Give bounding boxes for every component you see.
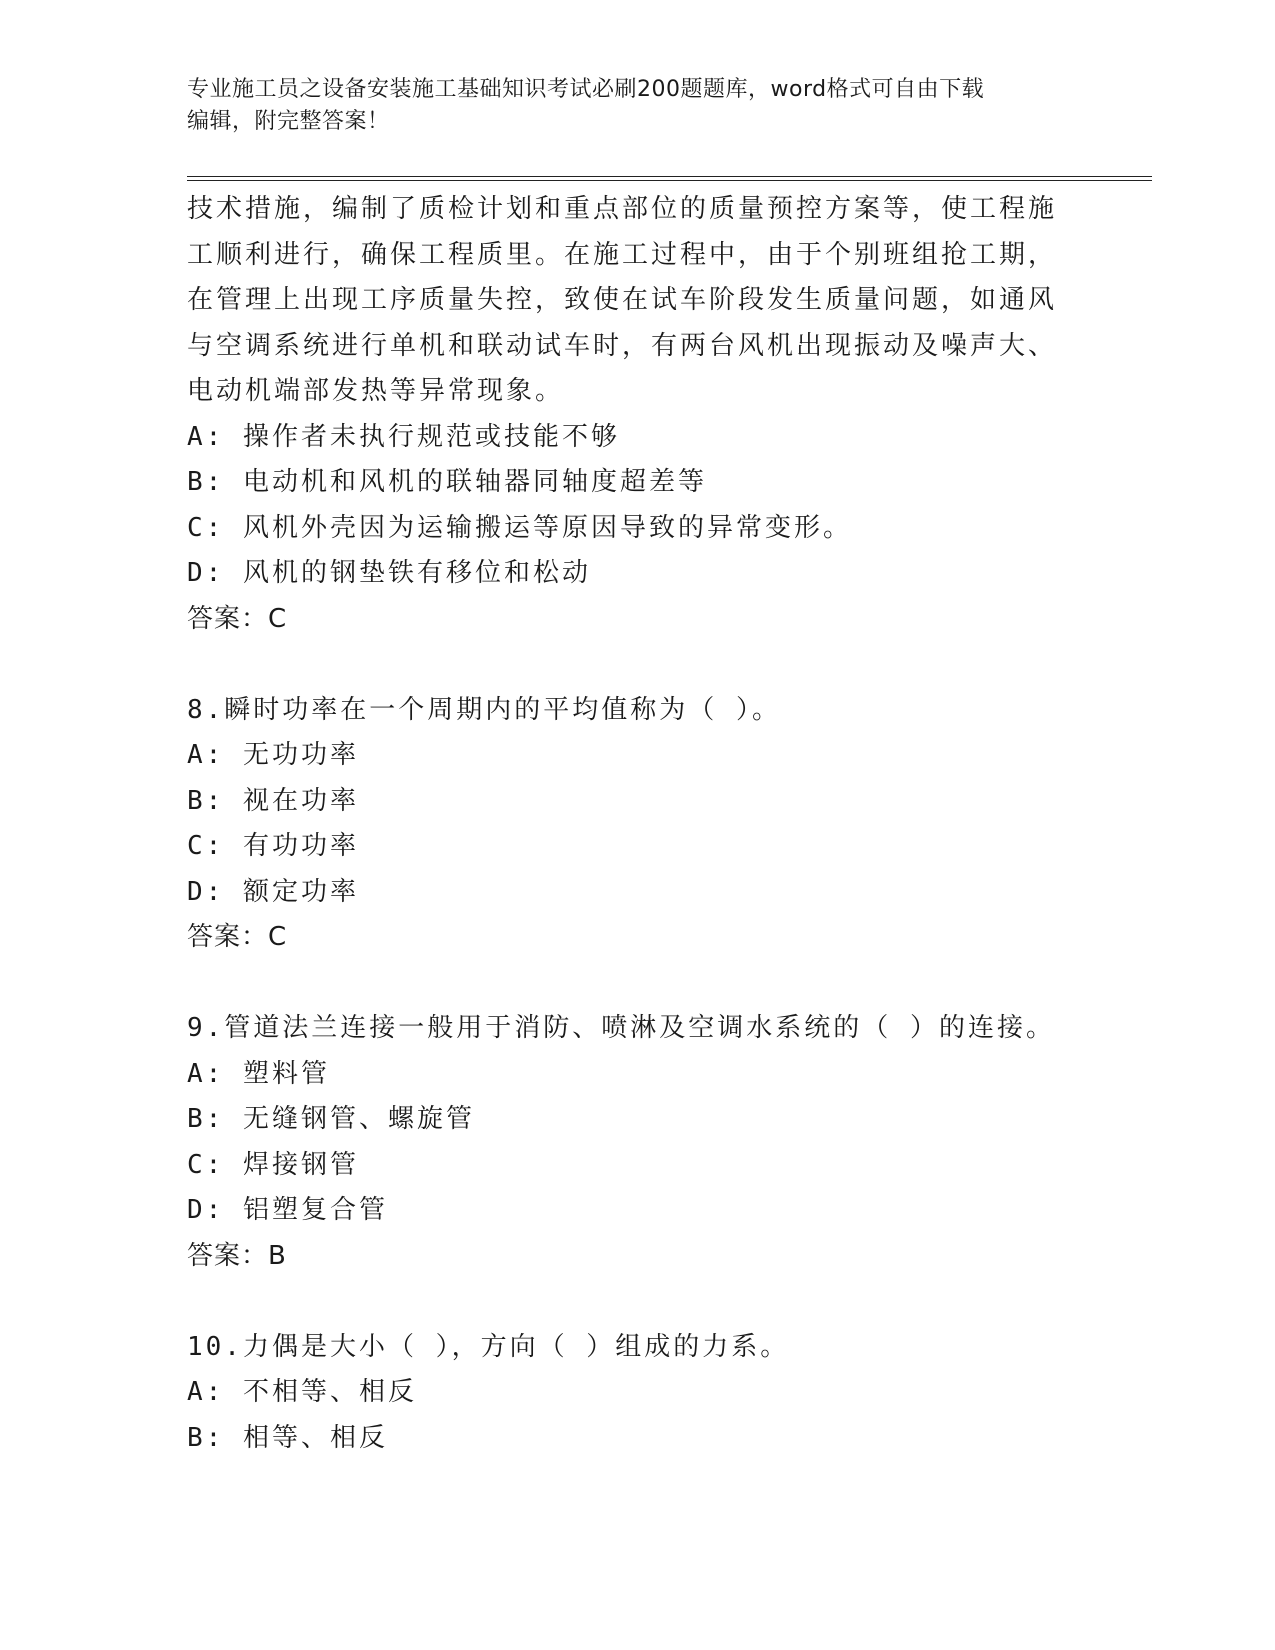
option-b: B: 电动机和风机的联轴器同轴度超差等 xyxy=(187,467,707,497)
question-stem-line: 技术措施，编制了质检计划和重点部位的质量预控方案等，使工程施 xyxy=(187,194,1058,224)
question-10 xyxy=(187,1325,1067,1462)
option-d: D: 风机的钢垫铁有移位和松动 xyxy=(187,558,591,588)
question-stem: 8.瞬时功率在一个周期内的平均值称为（ ）。 xyxy=(187,694,781,725)
question-gap xyxy=(187,1279,1067,1325)
question-stem-line: 工顺利进行，确保工程质里。在施工过程中，由于个别班组抢工期， xyxy=(187,239,1058,270)
header-divider xyxy=(187,176,1152,181)
option-b: B: 无缝钢管、螺旋管 xyxy=(187,1104,475,1134)
question-stem-line: 电动机端部发热等异常现象。 xyxy=(187,376,565,406)
question-stem: 9.管道法兰连接一般用于消防、喷淋及空调水系统的（ ）的连接。 xyxy=(187,1013,1055,1043)
option-c: C: 风机外壳因为运输搬运等原因导致的异常变形。 xyxy=(187,512,852,543)
question-stem: 10.力偶是大小（ ），方向（ ）组成的力系。 xyxy=(187,1331,790,1362)
option-d: D: 铝塑复合管 xyxy=(187,1195,388,1225)
question-stem-line: 与空调系统进行单机和联动试车时，有两台风机出现振动及噪声大、 xyxy=(187,330,1058,361)
answer-line: 答案：C xyxy=(187,603,288,634)
option-a: A: 塑料管 xyxy=(187,1058,330,1089)
option-c: C: 焊接钢管 xyxy=(187,1149,359,1180)
question-9 xyxy=(187,1006,1067,1279)
option-c: C: 有功功率 xyxy=(187,831,359,861)
header-title-line-2: 编辑，附完整答案！ xyxy=(187,109,390,134)
document-body xyxy=(187,187,1067,1461)
question-gap xyxy=(187,961,1067,1007)
answer-line: 答案：B xyxy=(187,1240,287,1271)
answer-line: 答案：C xyxy=(187,922,288,952)
page-header xyxy=(187,74,1067,138)
option-a: A: 操作者未执行规范或技能不够 xyxy=(187,421,620,452)
option-d: D: 额定功率 xyxy=(187,876,359,907)
question-8 xyxy=(187,688,1067,961)
question-7-continuation xyxy=(187,187,1067,642)
header-title-line-1: 专业施工员之设备安装施工基础知识考试必刷200题题库，word格式可自由下载 xyxy=(187,77,985,102)
option-a: A: 无功功率 xyxy=(187,740,359,770)
question-stem-line: 在管理上出现工序质量失控，致使在试车阶段发生质量问题，如通风 xyxy=(187,285,1058,315)
option-b: B: 视在功率 xyxy=(187,785,359,816)
option-a: A: 不相等、相反 xyxy=(187,1377,417,1407)
question-gap xyxy=(187,642,1067,688)
option-b: B: 相等、相反 xyxy=(187,1422,388,1453)
